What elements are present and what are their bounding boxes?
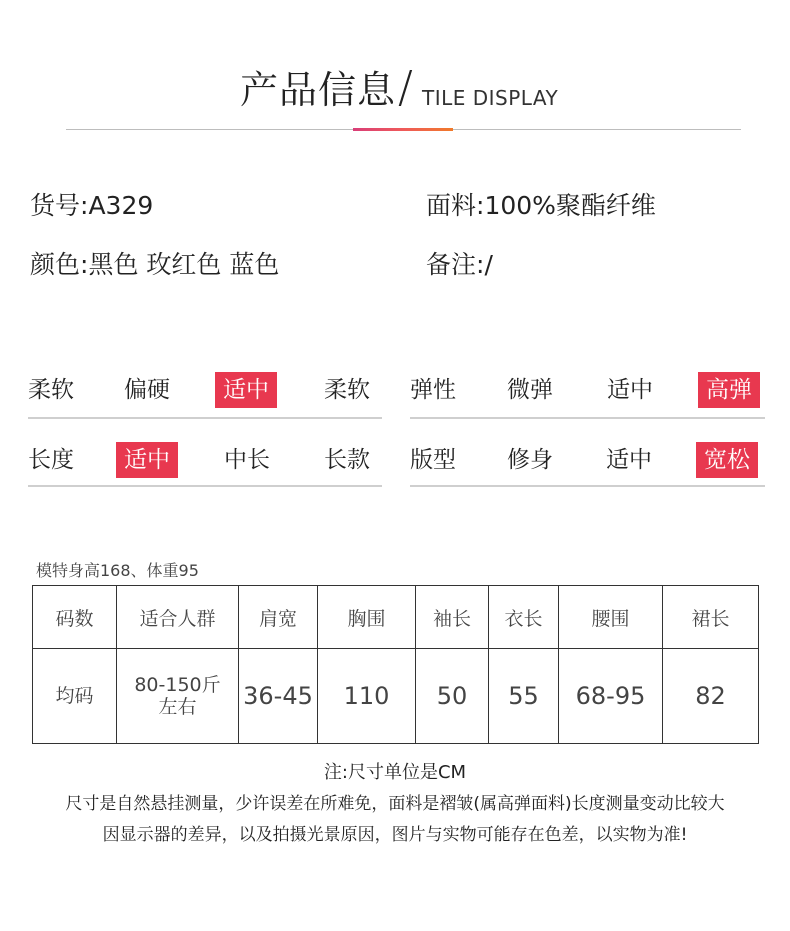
fabric-label: 面料:: [426, 191, 485, 220]
attr-softness: [28, 372, 382, 422]
attr-elasticity-option-selected: 高弹: [698, 372, 760, 408]
attr-length-option: 长款: [324, 447, 370, 473]
attr-length-option: 中长: [224, 447, 270, 473]
length-cell: 55: [489, 649, 559, 744]
attr-divider: [410, 485, 765, 487]
disclaimer-line-2: 因显示器的差异，以及拍摄光景原因，图片与实物可能存在色差，以实物为准!: [102, 825, 688, 845]
remark-value: /: [484, 250, 493, 279]
item-number: [30, 190, 153, 222]
table-header-cell: 适合人群: [117, 586, 239, 649]
section-subtitle: TILE DISPLAY: [422, 86, 559, 110]
unit-note: 注:尺寸单位是CM: [323, 762, 467, 783]
remark-label: 备注:: [426, 250, 485, 279]
attr-length-option-selected: 适中: [116, 442, 178, 478]
header-accent-bar: [353, 128, 453, 131]
attr-elasticity: [410, 372, 765, 422]
attr-softness-option: 柔软: [324, 377, 370, 403]
table-header-cell: 衣长: [489, 586, 559, 649]
fit-cell: [117, 649, 239, 744]
attr-fit-option: 适中: [606, 447, 652, 473]
shoulder-cell: 36-45: [239, 649, 318, 744]
item-number-value: A329: [88, 191, 154, 220]
attr-fit-option: 修身: [507, 447, 553, 473]
attr-divider: [410, 417, 765, 419]
table-header-cell: 码数: [33, 586, 117, 649]
sleeve-cell: 50: [416, 649, 489, 744]
fit-cell-line1: 80-150斤: [134, 674, 221, 696]
table-header-cell: 裙长: [663, 586, 759, 649]
table-header-row: [33, 586, 759, 649]
size-table: [32, 585, 759, 744]
attr-elasticity-label: 弹性: [410, 377, 456, 403]
table-row: [33, 649, 759, 744]
table-header-cell: 腰围: [559, 586, 663, 649]
fabric: [426, 190, 656, 222]
attr-fit-label: 版型: [410, 447, 456, 473]
attr-divider: [28, 485, 382, 487]
model-note: 模特身高168、体重95: [36, 561, 199, 580]
fit-cell-line2: 左右: [158, 696, 197, 718]
item-number-label: 货号:: [30, 191, 89, 220]
attr-elasticity-option: 适中: [607, 377, 653, 403]
table-header-cell: 肩宽: [239, 586, 318, 649]
waist-cell: 68-95: [559, 649, 663, 744]
disclaimer-line-1: 尺寸是自然悬挂测量，少许误差在所难免，面料是褶皱(属高弹面料)长度测量变动比较大: [65, 794, 725, 814]
color-label: 颜色:: [30, 250, 89, 279]
attr-length-label: 长度: [28, 447, 74, 473]
attr-fit-option-selected: 宽松: [696, 442, 758, 478]
colors: [30, 249, 279, 281]
skirt-cell: 82: [663, 649, 759, 744]
attr-softness-label: 柔软: [28, 377, 74, 403]
table-header-cell: 胸围: [318, 586, 416, 649]
fabric-value: 100%聚酯纤维: [484, 191, 656, 220]
attr-divider: [28, 417, 382, 419]
chest-cell: 110: [318, 649, 416, 744]
size-cell: 均码: [33, 649, 117, 744]
remark: [426, 249, 493, 281]
section-title: 产品信息: [240, 68, 397, 112]
color-value: 黑色 玫红色 蓝色: [88, 250, 280, 279]
attr-softness-option-selected: 适中: [215, 372, 277, 408]
attr-softness-option: 偏硬: [124, 377, 170, 403]
attr-elasticity-option: 微弹: [507, 377, 553, 403]
title-slash: /: [398, 62, 413, 113]
table-header-cell: 袖长: [416, 586, 489, 649]
